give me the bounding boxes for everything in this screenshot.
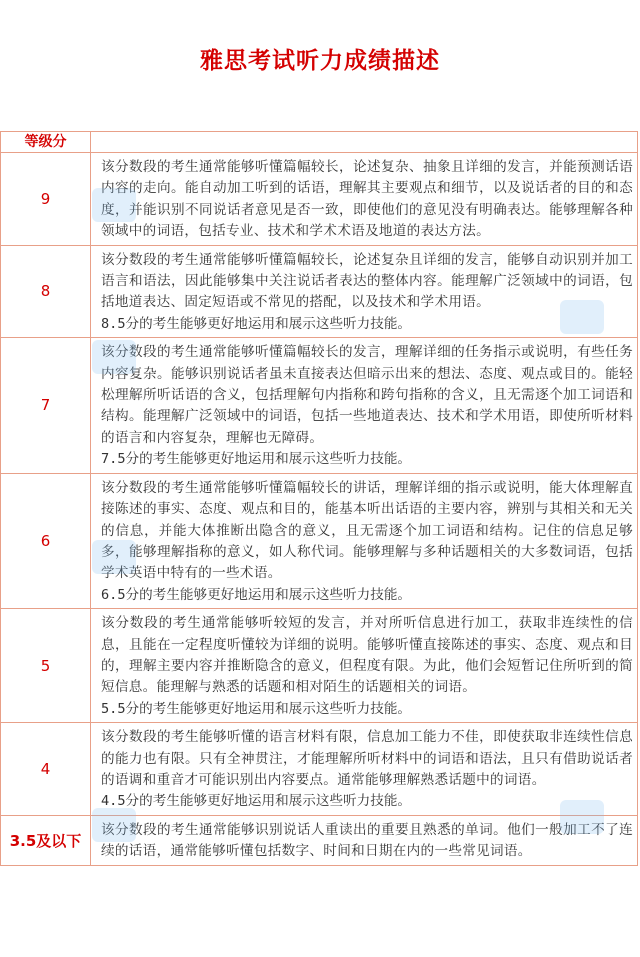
table-row [1,153,638,246]
grade-column-header: 等级分 [1,132,91,153]
table-row [1,815,638,865]
grade-cell: 9 [1,153,91,246]
grade-cell: 4 [1,723,91,816]
grade-cell: 6 [1,473,91,608]
half-band-note: 8.5分的考生能够更好地运用和展示这些听力技能。 [101,315,412,332]
table-row [1,245,638,338]
description-cell [91,245,638,338]
half-band-note: 5.5分的考生能够更好地运用和展示这些听力技能。 [101,700,412,717]
half-band-note: 4.5分的考生能够更好地运用和展示这些听力技能。 [101,793,412,810]
description-text: 该分数段的考生能够听懂的语言材料有限，信息加工能力不佳，即使获取非连续性信息的能力也有限。只有全神贯注，才能理解所听材料中的词语和语法，且只有借助说话者的语调和重音才可能识别出内容要点。通常能够理解熟悉话题中的词语。 [101,729,633,788]
description-text: 该分数段的考生通常能够听较短的发言，并对所听信息进行加工，获取非连续性的信息，且能在一定程度听懂较为详细的说明。能够听懂直接陈述的事实、态度、观点和目的，理解主要内容并推断隐含的意义，但程度有限。为此，他们会短暂记住所听到的简短信息。能理解与熟悉的话题和相对陌生的话题相关的词语。 [101,615,633,696]
table-header-row [1,132,638,153]
table-row [1,723,638,816]
description-cell [91,723,638,816]
grade-cell: 8 [1,245,91,338]
description-cell [91,338,638,473]
table-row [1,338,638,473]
grade-cell: 5 [1,609,91,723]
score-description-table [0,131,638,866]
page-title: 雅思考试听力成绩描述 [200,48,440,74]
description-cell [91,153,638,246]
description-cell [91,473,638,608]
half-band-note: 6.5分的考生能够更好地运用和展示这些听力技能。 [101,586,412,603]
description-cell [91,815,638,865]
description-column-header [91,132,638,153]
table-row [1,473,638,608]
description-text: 该分数段的考生通常能够听懂篇幅较长，论述复杂且详细的发言，能够自动识别并加工语言和语法，因此能够集中关注说话者表达的整体内容。能理解广泛领域中的词语，包括地道表达、固定短语或不常见的搭配，以及技术和学术用语。 [101,251,633,311]
description-cell [91,609,638,723]
grade-cell: 3.5及以下 [1,815,91,865]
grade-cell: 7 [1,338,91,473]
half-band-note: 7.5分的考生能够更好地运用和展示这些听力技能。 [101,451,412,468]
description-text: 该分数段的考生通常能够识别说话人重读出的重要且熟悉的单词。他们一般加工不了连续的话语，通常能够听懂包括数字、时间和日期在内的一些常见词语。 [101,821,633,860]
description-text: 该分数段的考生通常能够听懂篇幅较长的讲话，理解详细的指示或说明，能大体理解直接陈述的事实、态度、观点和目的，能基本听出话语的主要内容，辨别与其相关和无关的信息，并能大体推断出隐含的意义，且无需逐个加工词语和结构。记住的信息足够多，能够理解指称的意义，如人称代词。能够理解与多种话题相关的大多数词语，包括学术英语中特有的一些术语。 [101,479,633,582]
description-text: 该分数段的考生通常能够听懂篇幅较长，论述复杂、抽象且详细的发言，并能预测话语内容的走向。能自动加工听到的话语，理解其主要观点和细节，以及说话者的目的和态度，并能识别不同说话者意见是否一致，即使他们的意见没有明确表达。能够理解各种领域中的词语，包括专业、技术和学术术语及地道的表达方法。 [101,159,633,240]
table-row [1,609,638,723]
description-text: 该分数段的考生通常能够听懂篇幅较长的发言，理解详细的任务指示或说明，有些任务内容复杂。能够识别说话者虽未直接表达但暗示出来的想法、态度、观点或目的。能轻松理解所听话语的含义，包括理解句内指称和跨句指称的含义，且无需逐个加工词语和结构。能理解广泛领域中的词语，包括一些地道表达、技术和学术用语，即使所听材料的语言和内容复杂，理解也无障碍。 [101,344,633,446]
